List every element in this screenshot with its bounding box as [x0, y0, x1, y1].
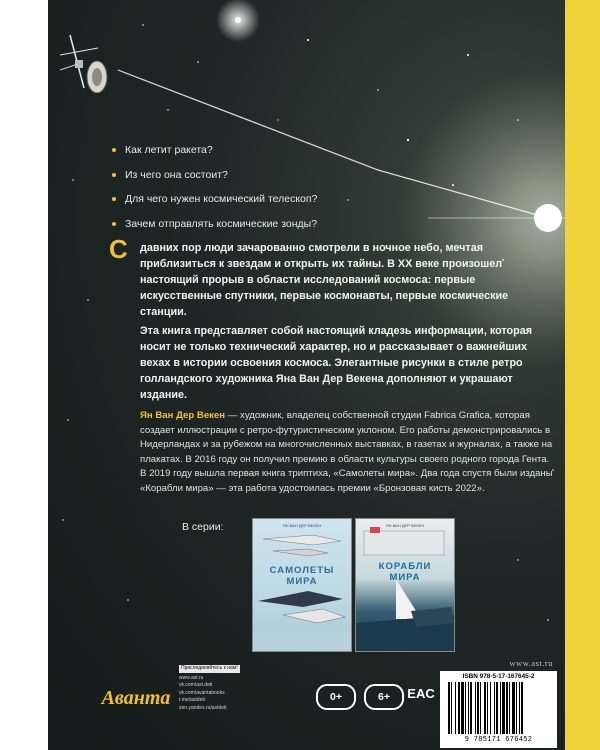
bullet-icon [112, 197, 116, 201]
yellow-spine-stripe [565, 0, 600, 750]
social-link[interactable]: zen.yandex.ru/astdeti [179, 704, 227, 711]
question-item: Зачем отправлять космические зонды? [110, 212, 317, 237]
drop-cap: С [109, 234, 128, 264]
book-author-line: ЯН ВАН ДЕР ВЕКЕН [282, 523, 322, 528]
bullet-icon [112, 173, 116, 177]
question-item: Из чего она состоит? [110, 163, 317, 188]
question-item: Для чего нужен космический телескоп? [110, 187, 317, 212]
cover-artwork [48, 0, 565, 750]
cover-footer [48, 656, 565, 750]
book-cover-ships [355, 518, 455, 652]
intro-paragraph: давних пор люди зачарованно смотрели в ночное небо, мечтая приблизиться к звездам и открыть их тайны. В XX веке произошел настоящий прорыв в области исследований космоса: первые искусственные спутники, первые космонавты, первые космические станции. [140, 242, 509, 318]
author-bio [140, 409, 555, 496]
avanta-logo [98, 683, 174, 713]
description-paragraph: Эта книга представляет собой настоящий кладезь информации, которая носит не только технический характер, но и рассказывает о важнейших вехах в истории освоения космоса. Элегантные рисунки в стиле ретро голландского художника Яна Ван Дер Векена дополняют и украшают издание. [140, 325, 533, 401]
bullet-icon [112, 148, 116, 152]
barcode [440, 671, 557, 748]
social-link[interactable]: vk.com/avantabooks [179, 689, 225, 696]
book-author-line: ЯН ВАН ДЕР ВЕКЕН [385, 523, 425, 528]
question-item: Как летит ракета? [110, 138, 317, 163]
barcode-bars [446, 682, 551, 734]
book-title: КОРАБЛИ МИРА [378, 561, 432, 583]
ships-illustration [356, 519, 454, 651]
social-links [179, 665, 286, 712]
isbn-number: ISBN 978-5-17-167645-2 [462, 673, 535, 680]
question-list [110, 138, 317, 236]
bullet-icon [112, 222, 116, 226]
age-rating-badge: 6+ [364, 684, 404, 710]
small-star [235, 17, 241, 23]
svg-text:Аванта: Аванта [101, 687, 171, 709]
author-bio-text: — художник, владелец собственной студии Fabrica Grafica, которая создает иллюстрации с ретро-футуристическим уклоном. Его работы демонстрировались в Нидерландах и за рубежом на многочисленных выставках, в газетах и журналах, а также на плакатах. В 2016 году он получил премию в области культуры своего родного города Гента. В 2019 году вышла первая книга триптиха, «Самолеты мира». Два года спустя были изданы «Корабли мира» — эта работа удостоилась премии «Бронзовая кисть 2022». [140, 410, 553, 494]
space-probe-icon [60, 35, 107, 93]
social-link[interactable]: t.me/astdeti [179, 697, 205, 703]
join-label: Присоединяйтесь к нам! [181, 665, 238, 671]
social-link[interactable]: vk.com/ast.deti [179, 682, 213, 688]
social-link[interactable]: www.ast.ru [179, 674, 204, 681]
svg-text:EAC: EAC [407, 686, 435, 701]
book-cover-planes [252, 518, 352, 652]
barcode-digits: 9 785171 676452 [464, 736, 533, 744]
eac-certification-icon [407, 682, 435, 704]
author-name: Ян Ван Дер Векен [140, 410, 226, 421]
publisher-website: www.ast.ru [509, 658, 553, 668]
age-rating-badge: 0+ [316, 684, 356, 710]
book-title: САМОЛЕТЫ МИРА [269, 565, 335, 587]
series-label: В серии: [182, 521, 224, 533]
